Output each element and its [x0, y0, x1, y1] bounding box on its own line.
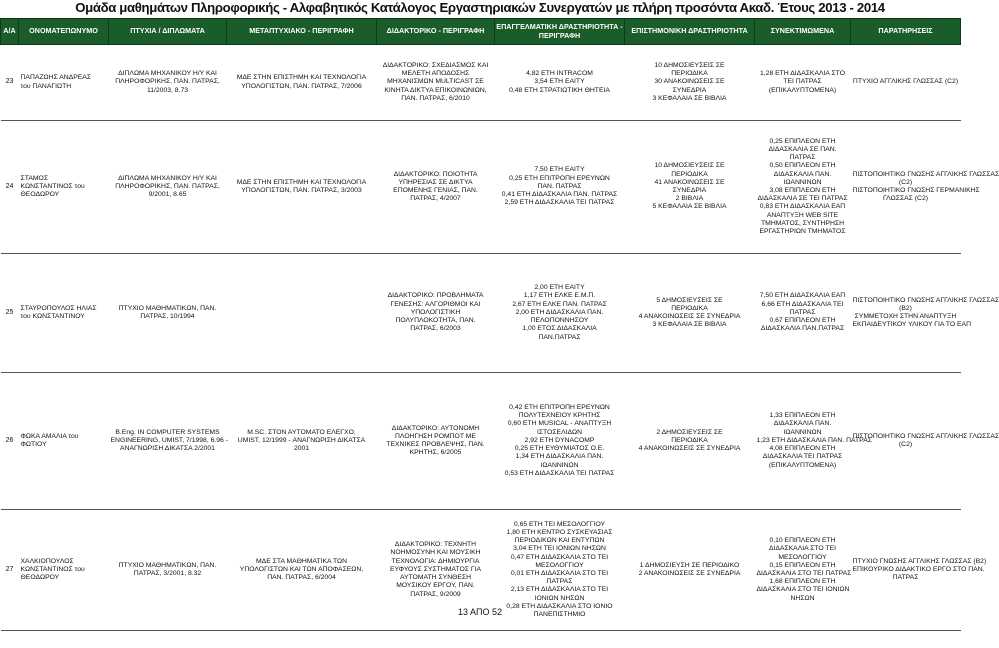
- cell-remarks: [851, 121, 999, 254]
- cell-name: [19, 45, 109, 121]
- professional-line: 1,34 ΕΤΗ ΔΙΔΑΣΚΑΛΙΑ ΠΑΝ.: [515, 453, 604, 461]
- name-line: ΦΩΤΙΟΥ: [20, 441, 47, 448]
- masters-line: ΥΠΟΛΟΓΙΣΤΩΝ, ΠΑΝ. ΠΑΤΡΑΣ, 3/2003: [241, 187, 362, 194]
- phd-line: ΥΠΗΡΕΣΙΑΣ ΣΕ ΔΙΚΤΥΑ: [398, 178, 473, 186]
- scientific-line: 1 ΔΗΜΟΣΙΕΥΣΗ ΣΕ ΠΕΡΙΟΔΙΚΟ: [639, 561, 740, 569]
- professional-line: 2,59 ΕΤΗ ΔΙΔΑΣΚΑΛΙΑ ΤΕΙ ΠΑΤΡΑΣ: [504, 199, 615, 207]
- cell-professional: [495, 45, 625, 121]
- professional-line: 0,25 ΕΤΗ ΕΥΘΥΜΙΑΤΟΣ Ο.Ε.: [514, 445, 605, 453]
- remarks-line: ΠΤΥΧΙΟ ΓΝΩΣΗΣ ΑΓΓΛΙΚΗΣ ΓΛΩΣΣΑΣ (B2): [852, 557, 987, 565]
- degrees-line: ΠΑΤΡΑΣ, 3/2001, 8.32: [133, 570, 202, 577]
- cell-assessed: [755, 373, 872, 510]
- name-line: του ΠΑΝΑΓΙΩΤΗ: [20, 82, 72, 90]
- phd-line: ΑΥΤΟΜΑΤΗ ΣΥΝΘΕΣΗ: [399, 574, 472, 582]
- remarks-line: ΠΙΣΤΟΠΟΙΗΤΙΚΟ ΓΝΩΣΗΣ ΑΓΓΛΙΚΗΣ ΓΛΩΣΣΑΣ: [852, 296, 999, 304]
- assessed-line: 0,10 ΕΠΙΠΛΕΟΝ ΕΤΗ: [769, 537, 836, 545]
- assessed-line: ΔΙΔΑΣΚΑΛΙΑ ΣΤΟ ΤΕΙ ΙΟΝΙΩΝ: [756, 586, 850, 594]
- scientific-line: ΠΕΡΙΟΔΙΚΑ: [671, 304, 708, 312]
- assessed-line: 1,33 ΕΠΙΠΛΕΟΝ ΕΤΗ: [769, 412, 836, 420]
- assessed-line: 0,83 ΕΤΗ ΔΙΔΑΣΚΑΛΙΑ ΕΑΠ: [759, 203, 846, 211]
- cell-scientific: [625, 45, 755, 121]
- assessed-line: 0,50 ΕΠΙΠΛΕΟΝ ΕΤΗ: [769, 162, 836, 170]
- degrees-line: ΔΙΠΛΩΜΑ ΜΗΧΑΝΙΚΟΥ Η/Υ ΚΑΙ: [118, 70, 217, 78]
- cell-scientific: [625, 373, 755, 510]
- degrees-line: 11/2003, 8.73: [146, 86, 189, 94]
- assessed-line: 7,50 ΕΤΗ ΔΙΔΑΣΚΑΛΙΑ ΕΑΠ: [759, 292, 846, 300]
- header-row: [1, 19, 961, 45]
- cell-assessed: [755, 121, 851, 254]
- professional-line: 7,50 ΕΤΗ EAITY: [534, 166, 585, 174]
- cell-remarks: [851, 45, 961, 121]
- assessed-line: ΙΩΑΝΝΙΝΩΝ: [783, 428, 822, 436]
- assessed-line: (ΕΠΙΚΑΛΥΠΤΟΜΕΝΑ): [768, 461, 837, 469]
- assessed-line: ΙΩΑΝΝΙΝΩΝ: [783, 178, 822, 186]
- name-line: ΚΩΝΣΤΑΝΤΙΝΟΣ του: [20, 565, 85, 573]
- row-number: 27: [1, 510, 19, 631]
- remarks-line: ΠΙΣΤΟΠΟΙΗΤΙΚΟ ΓΝΩΣΗΣ ΑΓΓΛΙΚΗΣ ΓΛΩΣΣΑΣ: [852, 432, 999, 440]
- remarks-line: ΠΙΣΤΟΠΟΙΗΤΙΚΟ ΓΝΩΣΗΣ ΓΕΡΜΑΝΙΚΗΣ: [852, 187, 980, 194]
- degrees-line: ΠΤΥΧΙΟ ΜΑΘΗΜΑΤΙΚΩΝ, ΠΑΝ.: [118, 561, 217, 569]
- professional-line: 0,48 ΕΤΗ ΣΤΡΑΤΙΩΤΙΚΗ ΘΗΤΕΙΑ: [509, 86, 610, 94]
- phd-line: ΔΙΔΑΚΤΟΡΙΚΟ: ΠΟΙΟΤΗΤΑ: [393, 170, 478, 178]
- assessed-line: 6,66 ΕΤΗ ΔΙΔΑΣΚΑΛΙΑ ΤΕΙ: [761, 300, 844, 308]
- scientific-line: 2 ΔΗΜΟΣΙΕΥΣΕΙΣ ΣΕ: [656, 428, 723, 436]
- table-row: [1, 121, 961, 254]
- name-line: ΦΩΚΑ ΑΜΑΛΙΑ του: [20, 432, 79, 440]
- header-assessed: ΣΥΝΕΚΤΙΜΩΜΕΝΑ: [755, 19, 851, 45]
- scientific-line: 4 ΑΝΑΚΟΙΝΩΣΕΙΣ ΣΕ ΣΥΝΕΔΡΙΑ: [638, 313, 741, 320]
- professional-line: ΙΣΤΟΣΕΛΙΔΩΝ: [536, 428, 583, 436]
- degrees-line: ΔΙΠΛΩΜΑ ΜΗΧΑΝΙΚΟΥ Η/Υ ΚΑΙ: [118, 174, 217, 182]
- header-name: ΟΝΟΜΑΤΕΠΩΝΥΜΟ: [19, 19, 109, 45]
- assessed-line: ΔΙΔΑΣΚΑΛΙΑ ΠΑΝ.ΠΑΤΡΑΣ: [760, 325, 845, 333]
- assessed-line: ΝΗΣΩΝ: [790, 594, 815, 602]
- scientific-line: 10 ΔΗΜΟΣΙΕΥΣΕΙΣ ΣΕ: [654, 162, 725, 170]
- professional-line: ΠΑΝ.ΠΑΤΡΑΣ: [538, 333, 581, 341]
- scientific-line: ΠΕΡΙΟΔΙΚΑ: [671, 436, 708, 444]
- assessed-line: ΠΑΤΡΑΣ: [789, 154, 816, 162]
- phd-line: ΚΙΝΗΤΑ ΔΙΚΤΥΑ ΕΠΙΚΟΙΝΩΝΙΩΝ,: [384, 86, 487, 94]
- masters-line: ΜΔΕ ΣΤΗΝ ΕΠΙΣΤΗΜΗ ΚΑΙ ΤΕΧΝΟΛΟΓΙΑ: [236, 178, 367, 186]
- row-number: 26: [1, 373, 19, 510]
- masters-line: ΥΠΟΛΟΓΙΣΤΩΝ ΚΑΙ ΤΩΝ ΑΠΟΦΑΣΕΩΝ,: [239, 565, 364, 573]
- cell-phd: [377, 121, 495, 254]
- cell-degrees: [109, 254, 227, 373]
- cell-scientific: [625, 254, 755, 373]
- degrees-line: ΠΛΗΡΟΦΟΡΙΚΗΣ, ΠΑΝ. ΠΑΤΡΑΣ,: [115, 78, 220, 86]
- cell-name: [19, 254, 109, 373]
- masters-line: ΠΑΝ. ΠΑΤΡΑΣ, 6/2004: [267, 574, 336, 582]
- phd-line: ΚΡΗΤΗΣ, 6/2005: [409, 449, 462, 457]
- professional-line: 2,67 ΕΤΗ ΕΛΚΕ ΠΑΝ. ΠΑΤΡΑΣ: [512, 300, 607, 308]
- remarks-line: ΠΤΥΧΙΟ ΑΓΓΛΙΚΗΣ ΓΛΩΣΣΑΣ (C2): [852, 78, 959, 86]
- cell-masters: [227, 121, 377, 254]
- cell-name: [19, 121, 109, 254]
- header-scientific: ΕΠΙΣΤΗΜΟΝΙΚΗ ΔΡΑΣΤΗΡΙΟΤΗΤΑ: [625, 19, 755, 45]
- scientific-line: 30 ΑΝΑΚΟΙΝΩΣΕΙΣ ΣΕ: [654, 78, 725, 86]
- remarks-line: (B2): [899, 304, 912, 312]
- assessed-line: 0,15 ΕΠΙΠΛΕΟΝ ΕΤΗ: [769, 561, 836, 569]
- phd-line: ΕΠΟΜΕΝΗΣ ΓΕΝΙΑΣ, ΠΑΝ.: [393, 187, 478, 194]
- assessed-line: 1,23 ΕΤΗ ΔΙΔΑΣΚΑΛΙΑ ΠΑΝ. ΠΑΤΡΑΣ: [756, 436, 872, 444]
- scientific-line: ΠΕΡΙΟΔΙΚΑ: [671, 70, 708, 78]
- assessed-line: ΔΙΔΑΣΚΑΛΙΑ ΣΕ ΠΑΝ.: [768, 145, 837, 153]
- professional-line: 0,60 ΕΤΗ MUSICAL - ΑΝΑΠΤΥΞΗ: [507, 420, 612, 428]
- cell-phd: [377, 254, 495, 373]
- cell-name: [19, 373, 109, 510]
- assessed-line: ΤΜΗΜΑΤΟΣ, ΣΥΝΤΗΡΗΣΗ: [761, 219, 844, 227]
- cell-degrees: [109, 45, 227, 121]
- assessed-line: ΑΝΑΠΤΥΞΗ WEB SITE: [766, 211, 839, 219]
- phd-line: ΝΟΗΜΟΣΥΝΗ ΚΑΙ ΜΟΥΣΙΚΗ: [390, 549, 481, 557]
- phd-line: ΜΟΥΣΙΚΟΥ ΕΡΓΟΥ, ΠΑΝ.: [396, 582, 475, 590]
- phd-line: ΔΙΔΑΚΤΟΡΙΚΟ: ΑΥΤΟΝΟΜΗ: [391, 424, 480, 432]
- scientific-line: 10 ΔΗΜΟΣΙΕΥΣΕΙΣ ΣΕ: [654, 61, 725, 69]
- cell-professional: [495, 121, 625, 254]
- masters-line: ΜΔΕ ΣΤΑ ΜΑΘΗΜΑΤΙΚΑ ΤΩΝ: [256, 557, 347, 565]
- phd-line: ΔΙΔΑΚΤΟΡΙΚΟ: ΠΡΟΒΛΗΜΑΤΑ: [387, 292, 484, 300]
- assessed-line: 3,08 ΕΠΙΠΛΕΟΝ ΕΤΗ: [769, 187, 836, 194]
- phd-line: ΠΑΤΡΑΣ, 4/2007: [410, 195, 461, 203]
- professional-line: 3,04 ΕΤΗ ΤΕΙ ΙΟΝΙΩΝ ΝΗΣΩΝ: [513, 545, 606, 553]
- row-number: 24: [1, 121, 19, 254]
- cell-degrees: [109, 373, 227, 510]
- professional-line: 3,54 ΕΤΗ EAITY: [534, 78, 585, 86]
- degrees-line: B.Eng. IN COMPUTER SYSTEMS: [115, 428, 220, 436]
- assessed-line: 0,67 ΕΠΙΠΛΕΟΝ ΕΤΗ: [769, 317, 836, 325]
- scientific-line: ΣΥΝΕΔΡΙΑ: [672, 86, 707, 94]
- assessed-line: ΔΙΔΑΣΚΑΛΙΑ ΤΕΙ ΠΑΤΡΑΣ: [762, 453, 843, 461]
- degrees-line: 9/2001, 8.65: [148, 191, 187, 199]
- scientific-line: 2 ΑΝΑΚΟΙΝΩΣΕΙΣ ΣΕ ΣΥΝΕΔΡΙΑ: [638, 570, 741, 577]
- phd-line: ΜΗΧΑΝΙΣΜΩΝ MULTICAST ΣΕ: [387, 78, 484, 86]
- assessed-line: 1,68 ΕΠΙΠΛΕΟΝ ΕΤΗ: [769, 578, 836, 586]
- professional-line: ΠΑΝ. ΠΑΤΡΑΣ: [537, 182, 582, 190]
- professional-line: 1,80 ΕΤΗ ΚΕΝΤΡΟ ΣΥΣΚΕΥΑΣΙΑΣ: [506, 528, 613, 536]
- masters-line: ΜΔΕ ΣΤΗΝ ΕΠΙΣΤΗΜΗ ΚΑΙ ΤΕΧΝΟΛΟΓΙΑ: [236, 74, 367, 82]
- phd-line: ΠΑΤΡΑΣ, 6/2003: [410, 325, 461, 333]
- phd-line: ΜΕΛΕΤΗ ΑΠΟΔΟΣΗΣ: [401, 70, 470, 78]
- professional-line: 2,00 ΕΤΗ EAITY: [534, 284, 585, 292]
- scientific-line: 5 ΚΕΦΑΛΑΙΑ ΣΕ ΒΙΒΛΙΑ: [652, 203, 727, 211]
- table-row: [1, 373, 961, 510]
- scientific-line: 5 ΔΗΜΟΣΙΕΥΣΕΙΣ ΣΕ: [656, 296, 723, 304]
- phd-line: ΠΑΤΡΑΣ, 9/2009: [410, 590, 461, 598]
- cell-masters: [227, 254, 377, 373]
- remarks-line: (C2): [898, 178, 913, 186]
- professional-line: 2,92 ΕΤΗ DYNACOMP: [524, 436, 595, 444]
- professional-line: 0,01 ΕΤΗ ΔΙΔΑΣΚΑΛΙΑ ΣΤΟ ΤΕΙ: [510, 570, 609, 577]
- table-row: [1, 254, 961, 373]
- table-row: [1, 45, 961, 121]
- assessed-line: ΕΡΓΑΣΤΗΡΙΩΝ ΤΜΗΜΑΤΟΣ: [759, 228, 846, 236]
- phd-line: ΥΠΟΛΟΓΙΣΤΙΚΗ: [410, 308, 461, 316]
- assessed-line: 0,25 ΕΠΙΠΛΕΟΝ ΕΤΗ: [769, 137, 836, 145]
- assessed-line: (ΕΠΙΚΑΛΥΠΤΟΜΕΝΑ): [768, 86, 837, 94]
- professional-line: 1,17 ΕΤΗ ΕΛΚΕ Ε.Μ.Π.: [523, 292, 596, 300]
- name-line: του ΚΩΝΣΤΑΝΤΙΝΟΥ: [20, 313, 85, 320]
- degrees-line: ΠΤΥΧΙΟ ΜΑΘΗΜΑΤΙΚΩΝ, ΠΑΝ.: [118, 304, 217, 312]
- staff-table: [0, 18, 999, 631]
- name-line: ΧΑΛΚΙΟΠΟΥΛΟΣ: [20, 557, 74, 565]
- phd-line: ΓΕΝΕΣΗΣ: ΑΛΓΟΡΙΘΜΟΙ ΚΑΙ: [390, 300, 481, 308]
- cell-remarks: [851, 254, 999, 373]
- remarks-line: ΠΙΣΤΟΠΟΙΗΤΙΚΟ ΓΝΩΣΗΣ ΑΓΓΛΙΚΗΣ ΓΛΩΣΣΑΣ: [852, 170, 999, 178]
- header-aa: Α/Α: [1, 19, 19, 45]
- assessed-line: ΔΙΔΑΣΚΑΛΙΑ ΣΤΟ ΤΕΙ ΠΑΤΡΑΣ: [756, 570, 852, 577]
- professional-line: 0,42 ΕΤΗ ΕΠΙΤΡΟΠΗ ΕΡΕΥΝΩΝ: [509, 404, 610, 412]
- cell-phd: [377, 45, 495, 121]
- name-line: ΚΩΝΣΤΑΝΤΙΝΟΣ του: [20, 182, 85, 190]
- professional-line: ΠΕΛΟΠΟΝΝΗΣΟΥ: [530, 317, 589, 325]
- degrees-line: ENGINEERING, UMIST, 7/1998, 6.96 -: [110, 436, 228, 444]
- professional-line: 0,53 ΕΤΗ ΔΙΔΑΣΚΑΛΙΑ ΤΕΙ ΠΑΤΡΑΣ: [504, 469, 615, 477]
- professional-line: 0,47 ΕΤΗ ΔΙΔΑΣΚΑΛΙΑ ΣΤΟ ΤΕΙ: [510, 553, 609, 561]
- page-title: Ομάδα μαθημάτων Πληροφορικής - Αλφαβητικός Κατάλογος Εργαστηριακών Συνεργατών με πλήρη προσόντα Ακαδ. Έτους 2013 - 2014: [75, 0, 885, 15]
- page-number: 13 ΑΠΟ 52: [457, 607, 503, 617]
- professional-line: ΠΑΤΡΑΣ: [546, 578, 573, 586]
- assessed-line: ΔΙΔΑΣΚΑΛΙΑ ΠΑΝ.: [773, 420, 832, 428]
- phd-line: ΠΛΟΗΓΗΣΗ ΡΟΜΠΟΤ ΜΕ: [395, 432, 476, 440]
- degrees-line: ΠΑΤΡΑΣ, 10/1994: [140, 313, 195, 320]
- scientific-line: ΠΕΡΙΟΔΙΚΑ: [671, 170, 708, 178]
- scientific-line: 3 ΚΕΦΑΛΑΙΑ ΣΕ ΒΙΒΛΙΑ: [652, 94, 727, 102]
- name-line: ΘΕΟΔΩΡΟΥ: [20, 191, 60, 199]
- assessed-line: ΜΕΣΟΛΟΓΓΙΟΥ: [778, 553, 827, 561]
- cell-professional: [495, 373, 625, 510]
- remarks-line: ΕΚΠΑΙΔΕΥΤΙΚΟΥ ΥΛΙΚΟΥ ΓΙΑ ΤΟ ΕΑΠ: [852, 321, 971, 329]
- name-line: ΘΕΟΔΩΡΟΥ: [20, 574, 60, 582]
- row-number: 23: [1, 45, 19, 121]
- phd-line: ΠΟΛΥΠΛΟΚΟΤΗΤΑ, ΠΑΝ.: [395, 317, 476, 325]
- header-remarks: ΠΑΡΑΤΗΡΗΣΕΙΣ: [851, 19, 961, 45]
- professional-line: 0,41 ΕΤΗ ΔΙΔΑΣΚΑΛΙΑ ΠΑΝ. ΠΑΤΡΑΣ: [501, 191, 618, 199]
- remarks-line: ΕΠΙΚΟΥΡΙΚΟ ΔΙΔΑΚΤΙΚΟ ΕΡΓΟ ΣΤΟ ΠΑΝ.: [852, 565, 985, 573]
- phd-line: ΕΥΦΥΟΥΣ ΣΥΣΤΗΜΑΤΟΣ ΓΙΑ: [390, 565, 481, 573]
- cell-assessed: [755, 254, 851, 373]
- cell-professional: [495, 254, 625, 373]
- remarks-line: ΠΑΤΡΑΣ: [892, 574, 919, 582]
- assessed-line: ΔΙΔΑΣΚΑΛΙΑ ΣΕ ΤΕΙ ΠΑΤΡΑΣ: [757, 195, 848, 203]
- assessed-line: ΔΙΔΑΣΚΑΛΙΑ ΣΤΟ ΤΕΙ: [768, 545, 837, 553]
- scientific-line: 3 ΚΕΦΑΛΑΙΑ ΣΕ ΒΙΒΛΙΑ: [652, 321, 727, 329]
- professional-line: 2,13 ΕΤΗ ΔΙΔΑΣΚΑΛΙΑ ΣΤΟ ΤΕΙ: [510, 586, 609, 594]
- remarks-line: ΓΛΩΣΣΑΣ (C2): [883, 195, 928, 203]
- professional-line: ΠΑΝΕΠΙΣΤΗΜΙΟ: [533, 611, 586, 619]
- assessed-line: 1,28 ΕΤΗ ΔΙΔΑΣΚΑΛΙΑ ΣΤΟ: [760, 70, 845, 78]
- scientific-line: 41 ΑΝΑΚΟΙΝΩΣΕΙΣ ΣΕ: [654, 178, 725, 186]
- scientific-line: 2 ΒΙΒΛΙΑ: [675, 195, 704, 203]
- cell-masters: [227, 373, 377, 510]
- cell-assessed: [755, 45, 851, 121]
- professional-line: 0,25 ΕΤΗ ΕΠΙΤΡΟΠΗ ΕΡΕΥΝΩΝ: [509, 174, 610, 182]
- phd-line: ΠΑΝ. ΠΑΤΡΑΣ, 6/2010: [401, 94, 470, 102]
- scientific-line: 4 ΑΝΑΚΟΙΝΩΣΕΙΣ ΣΕ ΣΥΝΕΔΡΙΑ: [638, 445, 741, 453]
- professional-line: 4,82 ΕΤΗ INTRACOM: [526, 70, 593, 78]
- remarks-line: (C2): [898, 441, 913, 448]
- professional-line: ΠΟΛΥΤΕΧΝΕΙΟΥ ΚΡΗΤΗΣ: [518, 412, 601, 420]
- assessed-line: 4,08 ΕΠΙΠΛΕΟΝ ΕΤΗ: [769, 445, 836, 453]
- cell-phd: [377, 373, 495, 510]
- cell-degrees: [109, 121, 227, 254]
- professional-line: ΜΕΣΟΛΟΓΓΙΟΥ: [535, 561, 584, 569]
- masters-line: 2001: [293, 445, 310, 453]
- masters-line: M.SC. ΣΤΟΝ ΑΥΤΟΜΑΤΟ ΕΛΕΓΧΟ,: [247, 428, 356, 436]
- cell-scientific: [625, 121, 755, 254]
- row-number: 25: [1, 254, 19, 373]
- professional-line: 0,65 ΕΤΗ ΤΕΙ ΜΕΣΟΛΟΓΓΙΟΥ: [513, 520, 606, 528]
- name-line: ΣΤΑΥΡΟΠΟΥΛΟΣ ΗΛΙΑΣ: [20, 304, 97, 312]
- masters-line: UMIST, 12/1999 - ΑΝΑΓΝΩΡΙΣΗ ΔΙΚΑΤΣΑ: [237, 436, 366, 444]
- professional-line: ΙΟΝΙΩΝ ΝΗΣΩΝ: [534, 594, 585, 602]
- degrees-line: ΠΛΗΡΟΦΟΡΙΚΗΣ, ΠΑΝ. ΠΑΤΡΑΣ,: [115, 182, 220, 190]
- degrees-line: ΑΝΑΓΝΩΡΙΣΗ ΔΙΚΑΤΣΑ 2/2001: [120, 445, 215, 453]
- header-degrees: ΠΤΥΧΙΑ / ΔΙΠΛΩΜΑΤΑ: [109, 19, 227, 45]
- assessed-line: ΤΕΙ ΠΑΤΡΑΣ: [783, 78, 822, 86]
- name-line: ΣΤΑΜΟΣ: [20, 174, 49, 182]
- header-professional: ΕΠΑΓΓΕΛΜΑΤΙΚΗ ΔΡΑΣΤΗΡΙΟΤΗΤΑ - ΠΕΡΙΓΡΑΦΗ: [495, 19, 625, 45]
- assessed-line: ΔΙΔΑΣΚΑΛΙΑ ΠΑΝ.: [773, 170, 832, 178]
- professional-line: 2,00 ΕΤΗ ΔΙΔΑΣΚΑΛΙΑ ΠΑΝ.: [515, 308, 604, 316]
- phd-line: ΔΙΔΑΚΤΟΡΙΚΟ: ΤΕΧΝΗΤΗ: [394, 541, 477, 549]
- phd-line: ΤΕΧΝΟΛΟΓΙΑ: ΔΗΜΙΟΥΡΓΙΑ: [391, 557, 480, 565]
- assessed-line: ΠΑΤΡΑΣ: [789, 308, 816, 316]
- cell-masters: [227, 45, 377, 121]
- professional-line: ΙΩΑΝΝΙΝΩΝ: [540, 461, 579, 469]
- header-phd: ΔΙΔΑΚΤΟΡΙΚΟ - ΠΕΡΙΓΡΑΦΗ: [377, 19, 495, 45]
- header-masters: ΜΕΤΑΠΤΥΧΙΑΚΟ - ΠΕΡΙΓΡΑΦΗ: [227, 19, 377, 45]
- phd-line: ΔΙΔΑΚΤΟΡΙΚΟ: ΣΧΕΔΙΑΣΜΟΣ ΚΑΙ: [382, 61, 489, 69]
- masters-line: ΥΠΟΛΟΓΙΣΤΩΝ, ΠΑΝ. ΠΑΤΡΑΣ, 7/2006: [241, 82, 362, 90]
- name-line: ΠΑΠΑΖΩΗΣ ΑΝΔΡΕΑΣ: [20, 74, 92, 82]
- professional-line: ΠΕΡΙΟΔΙΚΩΝ ΚΑΙ ΕΝΤΥΠΩΝ: [514, 537, 605, 545]
- phd-line: ΤΕΧΝΙΚΕΣ ΠΡΟΒΛΕΨΗΣ, ΠΑΝ.: [386, 441, 485, 448]
- remarks-line: ΣΥΜΜΕΤΟΧΗ ΣΤΗΝ ΑΝΑΠΤΥΞΗ: [854, 313, 957, 320]
- scientific-line: ΣΥΝΕΔΡΙΑ: [672, 187, 707, 194]
- professional-line: 1,00 ΕΤΟΣ ΔΙΔΑΣΚΑΛΙΑ: [522, 325, 597, 333]
- professional-line: 0,28 ΕΤΗ ΔΙΔΑΣΚΑΛΙΑ ΣΤΟ ΙΟΝΙΟ: [506, 602, 613, 610]
